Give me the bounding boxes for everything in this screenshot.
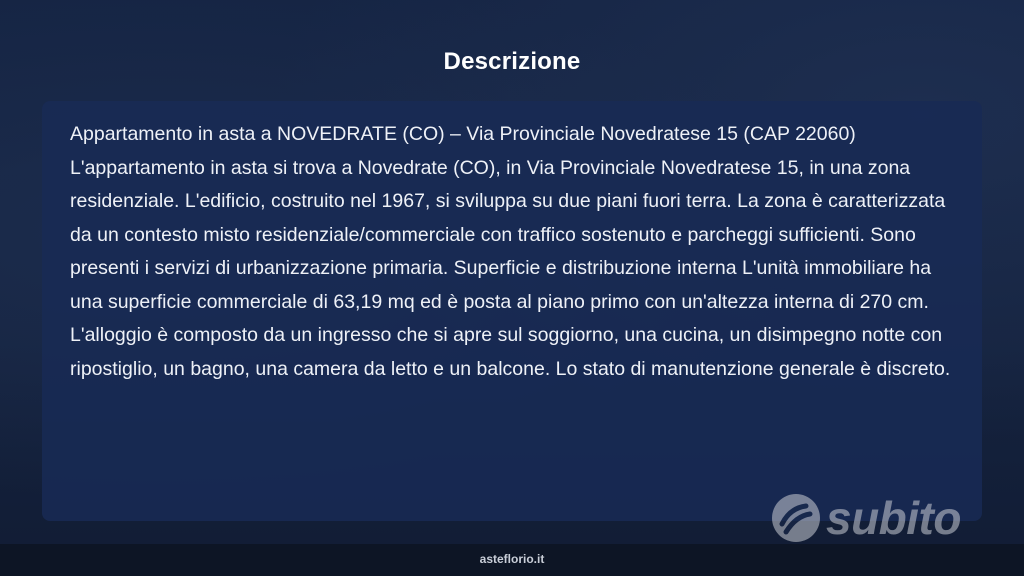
footer-site-link[interactable]: asteflorio.it (479, 552, 545, 566)
description-text: Appartamento in asta a NOVEDRATE (CO) – Via Provinciale Novedratese 15 (CAP 22060) L'appartamento in asta si trova a Novedrate (CO), in Via Provinciale Novedratese 15, in una zona residenziale. L'edificio, costruito nel 1967, si sviluppa su due piani fuori terra. La zona è caratterizzata da un contesto misto residenziale/commerciale con traffico sostenuto e parcheggi sufficienti. Sono presenti i servizi di urbanizzazione primaria. Superficie e distribuzione interna L'unità immobiliare ha una superficie commerciale di 63,19 mq ed è posta al piano primo con un'altezza interna di 270 cm. L'alloggio è composto da un ingresso che si apre sul soggiorno, una cucina, un disimpegno notte con ripostiglio, un bagno, una camera da letto e un balcone. Lo stato di manutenzione generale è discreto. (70, 123, 951, 380)
description-card (42, 101, 982, 521)
subito-logo-icon (772, 494, 820, 542)
footer-bar (0, 544, 1024, 576)
subito-watermark (772, 490, 961, 546)
subito-wordmark: subito (826, 492, 961, 544)
page-title: Descrizione (443, 48, 581, 75)
